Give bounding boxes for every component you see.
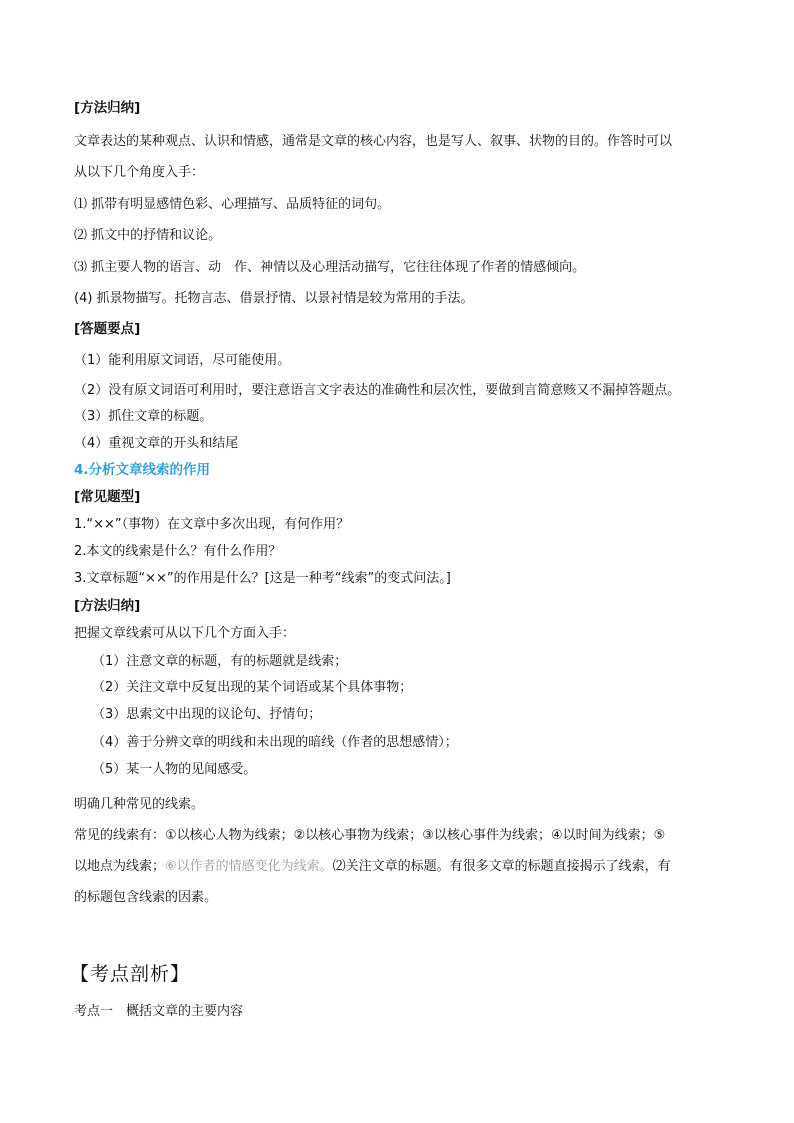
answer-point: （2）没有原文词语可利用时，要注意语言文字表达的准确性和层次性，要做到言简意赅又不漏掉答题点。 [74, 383, 681, 398]
section-title: 4.分析文章线索的作用 [74, 462, 211, 478]
answer-point: （4）重视文章的开头和结尾 [74, 436, 239, 451]
clues-part-grey: ⑥以作者的情感变化为线索。 [165, 859, 333, 874]
angle-item: ⑶ 抓主要人物的语言、动 作、神情以及心理活动描写，它往往体现了作者的情感倾向。 [74, 260, 586, 275]
common-question: 1.“××”（事物）在文章中多次出现，有何作用？ [74, 517, 350, 532]
method-heading: [方法归纳] [74, 598, 141, 614]
clues-line: 的标题包含线索的因素。 [74, 890, 218, 905]
answer-heading: [答题要点] [74, 321, 141, 337]
point-one: 考点一 概括文章的主要内容 [74, 1004, 244, 1019]
clear-line: 明确几种常见的线索。 [74, 797, 205, 812]
answer-point: （1）能利用原文词语，尽可能使用。 [74, 353, 291, 368]
intro-line: 从以下几个角度入手： [74, 165, 205, 180]
grasp-point: （3）思索文中出现的议论句、抒情句； [92, 707, 322, 722]
intro-line: 文章表达的某种观点、认识和情感，通常是文章的核心内容，也是写人、叙事、状物的目的。作答时可以 [74, 134, 673, 149]
analysis-heading: 【考点剖析】 [70, 963, 191, 985]
clues-line: 常见的线索有：①以核心人物为线索；②以核心事物为线索；③以核心事件为线索；④以时间为线索；⑤ [74, 828, 666, 843]
grasp-point: （5）某一人物的见闻感受。 [92, 762, 257, 777]
grasp-intro: 把握文章线索可从以下几个方面入手： [74, 626, 296, 641]
grasp-point: （2）关注文章中反复出现的某个词语或某个具体事物； [92, 680, 413, 695]
clues-part: ⑵关注文章的标题。有很多文章的标题直接揭示了线索，有 [332, 859, 671, 874]
angle-item: ⑴ 抓带有明显感情色彩、心理描写、品质特征的词句。 [74, 197, 391, 212]
answer-point: （3）抓住文章的标题。 [74, 409, 213, 424]
method-heading: [方法归纳] [74, 100, 141, 116]
clues-line [74, 858, 671, 876]
clues-part: 以地点为线索； [74, 859, 166, 874]
grasp-point: （4）善于分辨文章的明线和未出现的暗线（作者的思想感情）； [92, 735, 458, 750]
grasp-point: （1）注意文章的标题，有的标题就是线索； [92, 654, 348, 669]
angle-item: (4) 抓景物描写。托物言志、借景抒情、以景衬情是较为常用的手法。 [74, 291, 474, 306]
common-question: 3.文章标题“××”的作用是什么？[这是一种考“线索”的变式问法。] [74, 571, 451, 586]
common-heading: [常见题型] [74, 489, 141, 505]
common-question: 2.本文的线索是什么？有什么作用？ [74, 544, 282, 559]
angle-item: ⑵ 抓文中的抒情和议论。 [74, 228, 222, 243]
